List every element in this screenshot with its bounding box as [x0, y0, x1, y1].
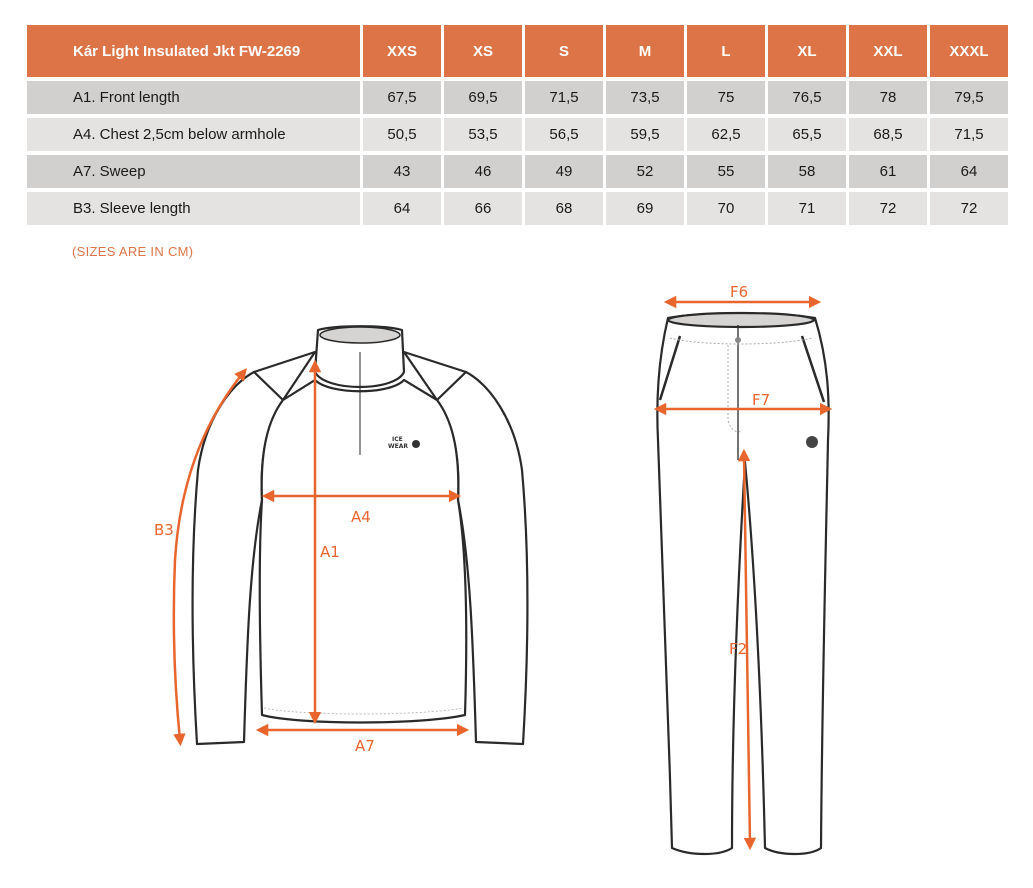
table-cell: 65,5 — [768, 118, 846, 151]
table-cell: 76,5 — [768, 81, 846, 114]
label-a7: A7 — [355, 737, 375, 755]
table-cell: 58 — [768, 155, 846, 188]
table-cell: 70 — [687, 192, 765, 225]
size-header: XXXL — [930, 25, 1008, 77]
size-header: XXS — [363, 25, 441, 77]
label-f6: F6 — [730, 283, 749, 301]
table-cell: 49 — [525, 155, 603, 188]
table-cell: 67,5 — [363, 81, 441, 114]
size-header: S — [525, 25, 603, 77]
table-cell: 59,5 — [606, 118, 684, 151]
measure-label: B3. Sleeve length — [27, 192, 360, 225]
table-cell: 66 — [444, 192, 522, 225]
pants-drawing — [657, 313, 828, 854]
units-note: (SIZES ARE IN CM) — [72, 244, 194, 259]
size-header: XS — [444, 25, 522, 77]
table-cell: 64 — [930, 155, 1008, 188]
table-cell: 61 — [849, 155, 927, 188]
product-title: Kár Light Insulated Jkt FW-2269 — [27, 25, 360, 77]
table-cell: 55 — [687, 155, 765, 188]
table-cell: 71 — [768, 192, 846, 225]
size-header: L — [687, 25, 765, 77]
pants-logo-icon — [806, 436, 818, 448]
table-cell: 71,5 — [525, 81, 603, 114]
logo-text-ice: ICE — [392, 436, 403, 443]
label-f2: F2 — [729, 640, 748, 658]
table-cell: 62,5 — [687, 118, 765, 151]
logo-text-wear: WEAR — [388, 443, 408, 450]
table-cell: 43 — [363, 155, 441, 188]
table-cell: 69 — [606, 192, 684, 225]
size-header: XL — [768, 25, 846, 77]
table-cell: 68,5 — [849, 118, 927, 151]
table-cell: 46 — [444, 155, 522, 188]
table-cell: 79,5 — [930, 81, 1008, 114]
table-cell: 53,5 — [444, 118, 522, 151]
table-cell: 50,5 — [363, 118, 441, 151]
table-cell: 69,5 — [444, 81, 522, 114]
jacket-drawing — [193, 326, 528, 744]
measure-label: A7. Sweep — [27, 155, 360, 188]
size-header: M — [606, 25, 684, 77]
table-cell: 78 — [849, 81, 927, 114]
table-cell: 64 — [363, 192, 441, 225]
table-cell: 72 — [849, 192, 927, 225]
table-cell: 56,5 — [525, 118, 603, 151]
measure-label: A1. Front length — [27, 81, 360, 114]
table-cell: 73,5 — [606, 81, 684, 114]
label-a4: A4 — [351, 508, 371, 526]
label-b3: B3 — [154, 521, 174, 539]
table-cell: 71,5 — [930, 118, 1008, 151]
label-f7: F7 — [752, 391, 771, 409]
label-a1: A1 — [320, 543, 340, 561]
table-cell: 75 — [687, 81, 765, 114]
size-header: XXL — [849, 25, 927, 77]
table-cell: 68 — [525, 192, 603, 225]
logo-emblem-icon — [412, 440, 420, 448]
table-cell: 72 — [930, 192, 1008, 225]
table-cell: 52 — [606, 155, 684, 188]
measure-label: A4. Chest 2,5cm below armhole — [27, 118, 360, 151]
